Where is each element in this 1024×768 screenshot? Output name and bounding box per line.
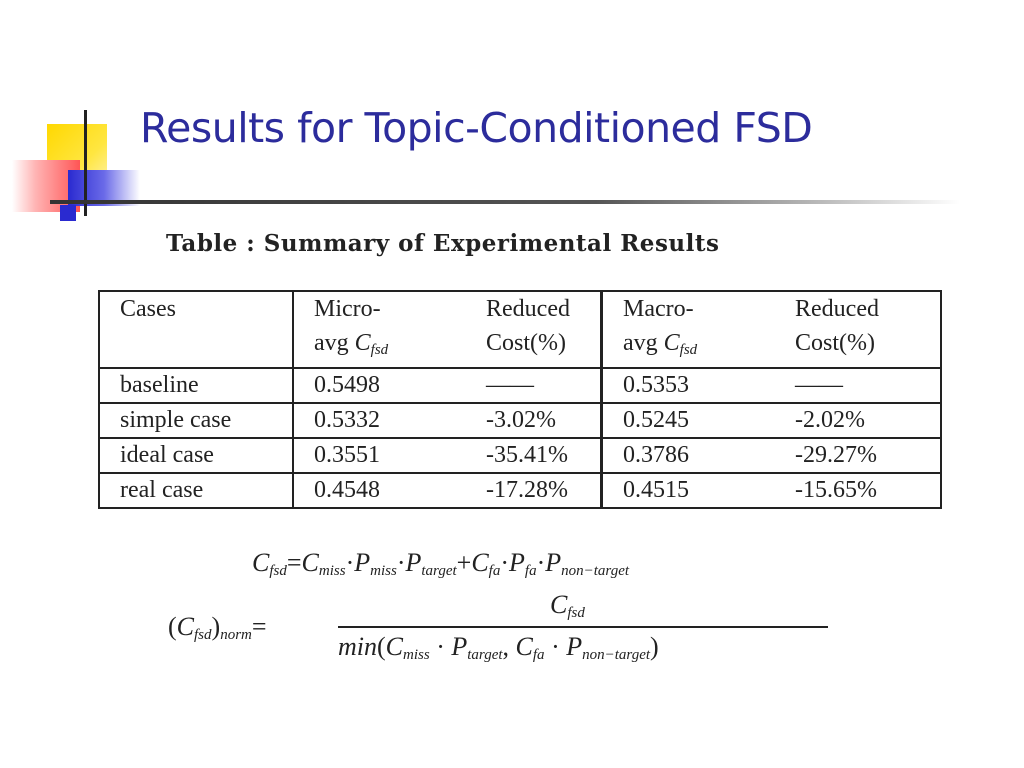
cell-micro-reduced: -35.41% bbox=[466, 438, 602, 473]
title-underline bbox=[50, 200, 960, 204]
header-macro-avg: Macro- avg $C_{fsd}$ bbox=[602, 291, 776, 368]
normalized-cost-denominator: $\min(C_{miss} \cdot P_{target}$, $C_{fa} \cdot P_{non-target}$) bbox=[338, 632, 659, 663]
cell-macro-reduced: -29.27% bbox=[775, 438, 941, 473]
cell-micro-reduced: —— bbox=[466, 368, 602, 403]
normalized-cost-numerator: $C_{fsd}$ bbox=[550, 590, 585, 621]
table-caption: Table : Summary of Experimental Results bbox=[166, 230, 720, 257]
cell-micro: 0.5332 bbox=[293, 403, 466, 438]
table-row bbox=[99, 368, 941, 403]
cell-macro: 0.3786 bbox=[602, 438, 776, 473]
cell-macro-reduced: -2.02% bbox=[775, 403, 941, 438]
header-micro-avg: Micro- avg $C_{fsd}$ bbox=[293, 291, 466, 368]
header-macro-reduced-cost: Reduced Cost(%) bbox=[775, 291, 941, 368]
cell-case: simple case bbox=[99, 403, 293, 438]
logo-blue-small-square bbox=[60, 205, 76, 221]
cell-micro: 0.4548 bbox=[293, 473, 466, 508]
cell-macro: 0.5353 bbox=[602, 368, 776, 403]
cell-case: real case bbox=[99, 473, 293, 508]
table-row bbox=[99, 438, 941, 473]
cell-macro-reduced: -15.65% bbox=[775, 473, 941, 508]
cell-micro-reduced: -17.28% bbox=[466, 473, 602, 508]
cell-case: baseline bbox=[99, 368, 293, 403]
cell-micro-reduced: -3.02% bbox=[466, 403, 602, 438]
cell-macro: 0.4515 bbox=[602, 473, 776, 508]
slide-title: Results for Topic-Conditioned FSD bbox=[140, 104, 813, 152]
header-micro-reduced-cost: Reduced Cost(%) bbox=[466, 291, 602, 368]
cost-formula: $C_{fsd}=C_{miss}\cdot P_{miss}\cdot P_{target}+C_{fa}\cdot P_{fa}\cdot P_{non-target}$ bbox=[252, 548, 630, 579]
normalized-cost-lhs: $(C_{fsd})_{norm}=$ bbox=[168, 612, 267, 643]
slide-logo bbox=[0, 0, 140, 230]
fraction-bar bbox=[338, 626, 828, 628]
table-row bbox=[99, 403, 941, 438]
table-header-row bbox=[99, 291, 941, 368]
table-row bbox=[99, 473, 941, 508]
cell-micro: 0.5498 bbox=[293, 368, 466, 403]
cell-macro: 0.5245 bbox=[602, 403, 776, 438]
cell-case: ideal case bbox=[99, 438, 293, 473]
cell-micro: 0.3551 bbox=[293, 438, 466, 473]
header-cases: Cases bbox=[99, 291, 293, 368]
results-table bbox=[98, 290, 942, 509]
cell-macro-reduced: —— bbox=[775, 368, 941, 403]
